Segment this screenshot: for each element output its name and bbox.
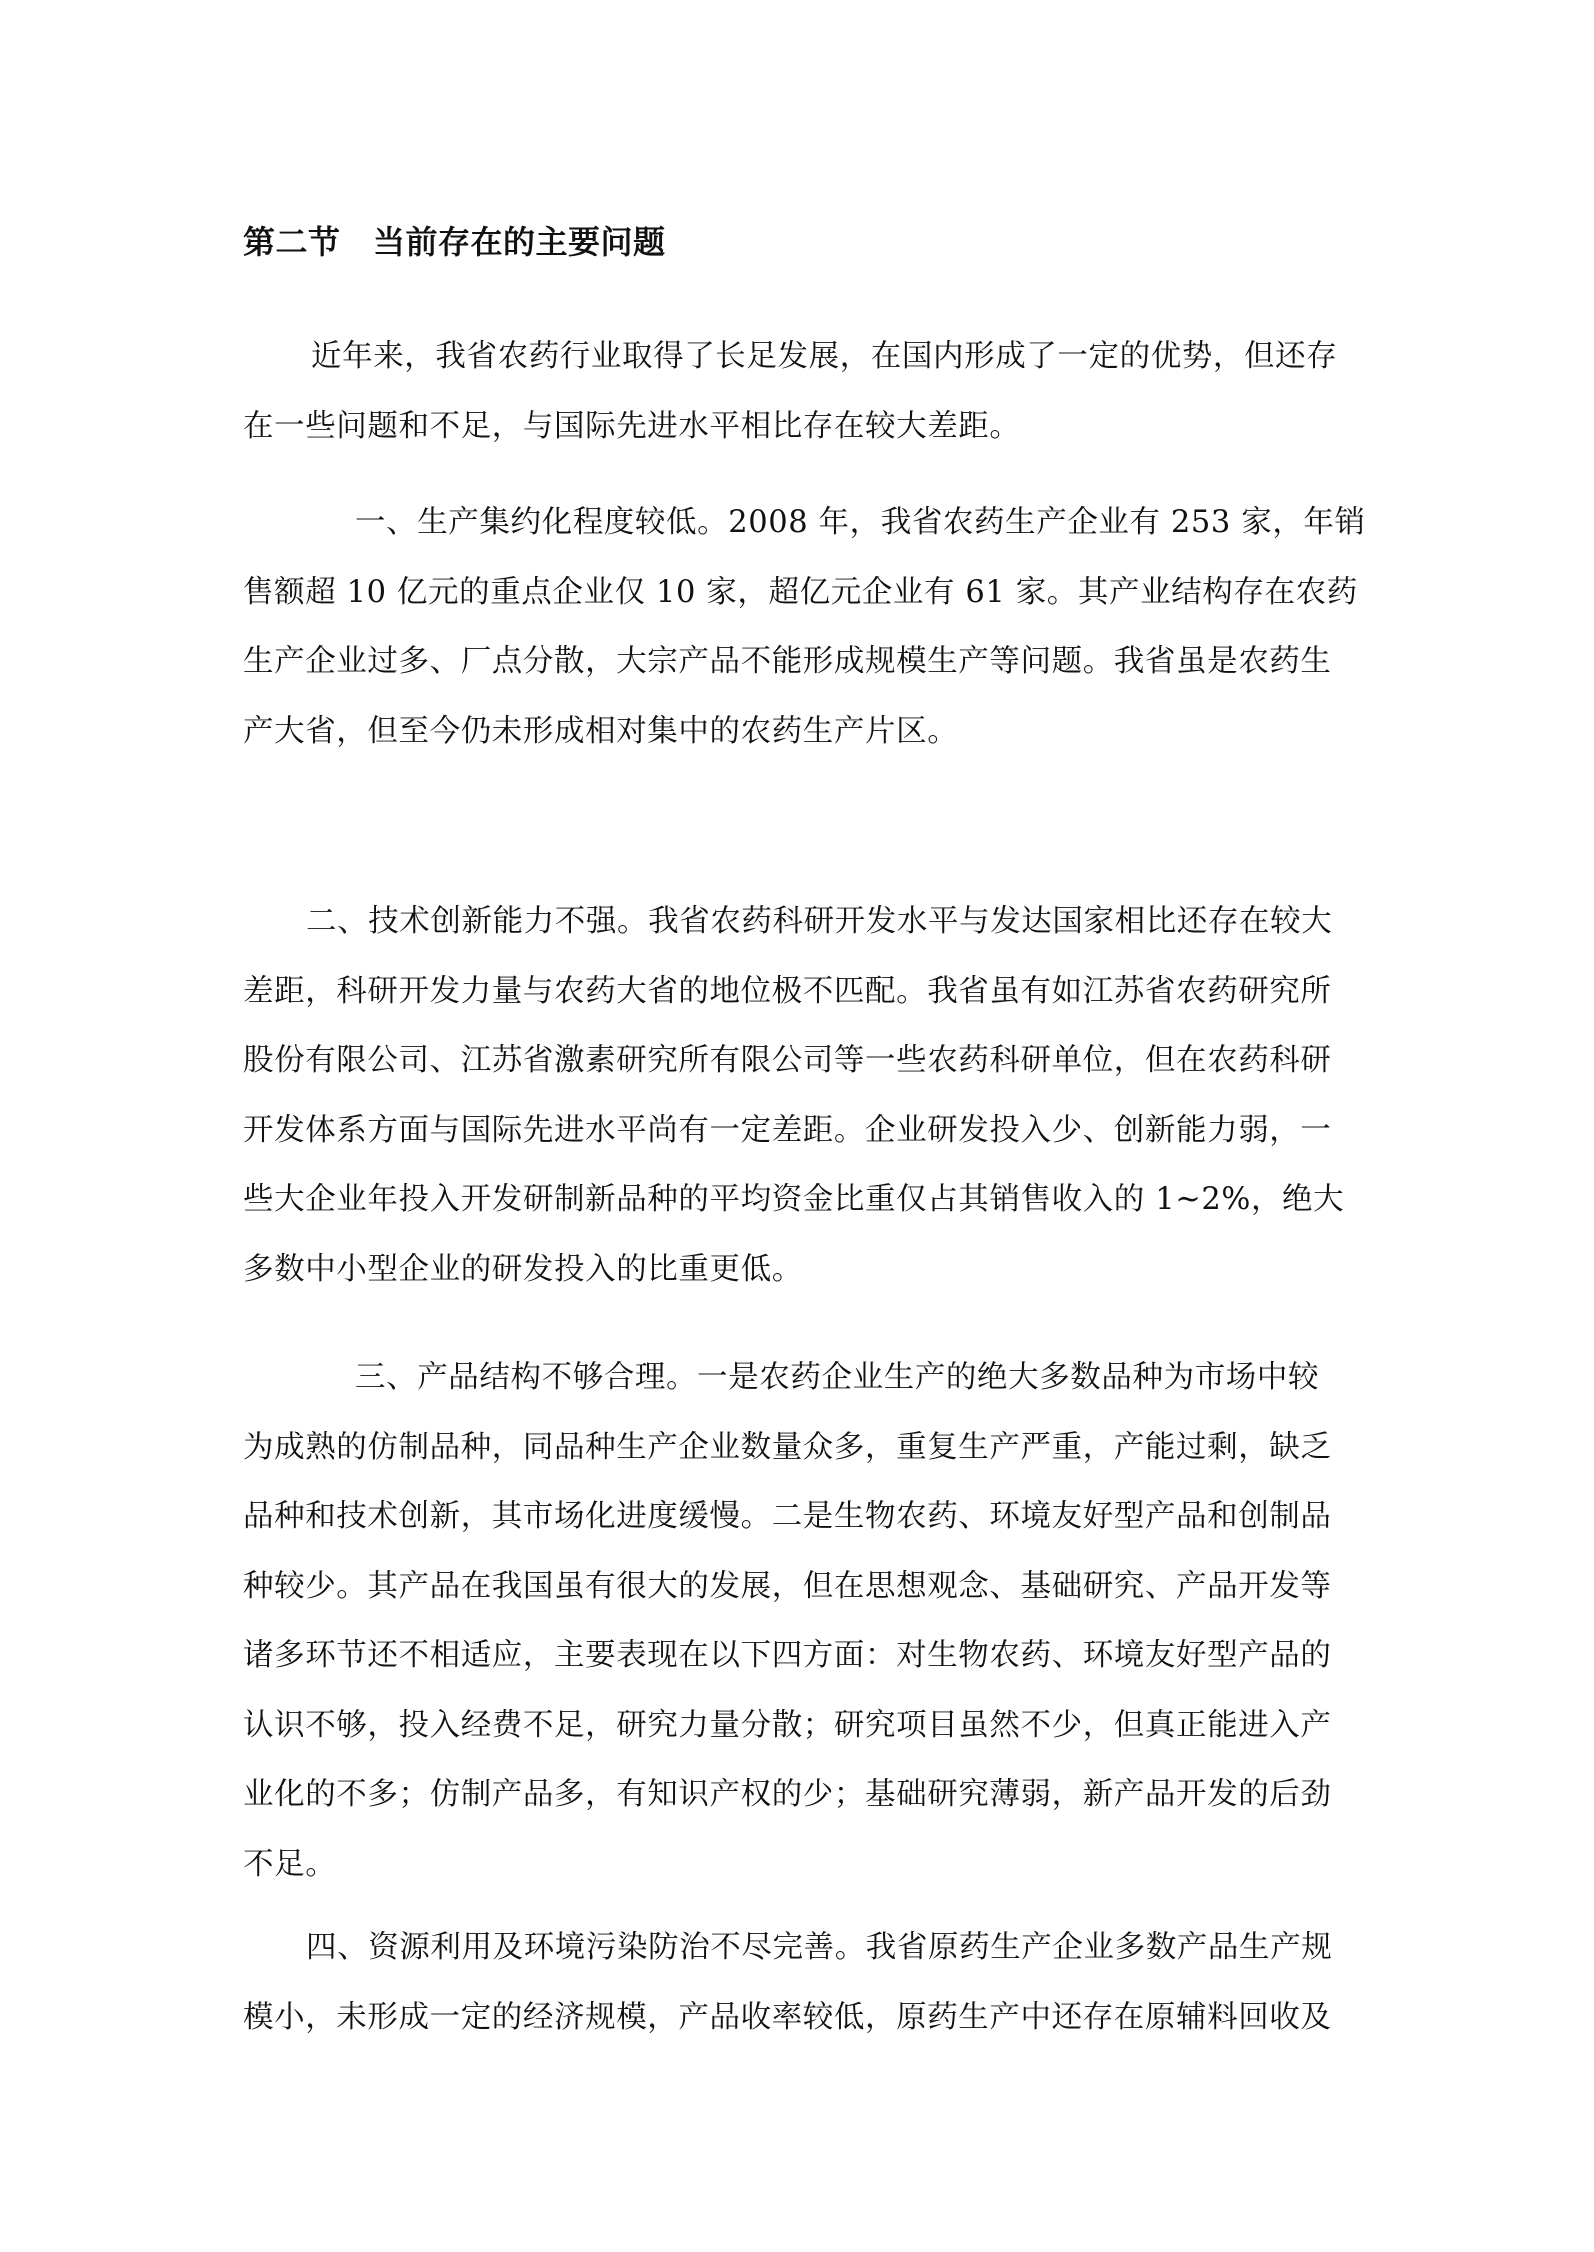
paragraph-line: 种较少。其产品在我国虽有很大的发展，但在思想观念、基础研究、产品开发等 bbox=[243, 1568, 1332, 1604]
paragraph-line: 认识不够，投入经费不足，研究力量分散；研究项目虽然不少，但真正能进入产 bbox=[243, 1707, 1332, 1743]
paragraph-line: 二、技术创新能力不强。我省农药科研开发水平与发达国家相比还存在较大 bbox=[306, 904, 1333, 939]
paragraph-line: 不足。 bbox=[243, 1846, 337, 1882]
paragraph-line: 近年来，我省农药行业取得了长足发展，在国内形成了一定的优势，但还存 bbox=[311, 339, 1338, 374]
paragraph-line: 差距，科研开发力量与农药大省的地位极不匹配。我省虽有如江苏省农药研究所 bbox=[243, 973, 1332, 1009]
paragraph-line: 在一些问题和不足，与国际先进水平相比存在较大差距。 bbox=[243, 408, 1021, 444]
paragraph-line: 品种和技术创新，其市场化进度缓慢。二是生物农药、环境友好型产品和创制品 bbox=[243, 1499, 1332, 1534]
paragraph-production-concentration bbox=[243, 488, 1366, 766]
paragraph-tech-innovation bbox=[243, 887, 1344, 1304]
paragraph-intro bbox=[243, 322, 1337, 461]
paragraph-line: 开发体系方面与国际先进水平尚有一定差距。企业研发投入少、创新能力弱，一 bbox=[243, 1112, 1332, 1148]
paragraph-line: 生产企业过多、厂点分散，大宗产品不能形成规模生产等问题。我省虽是农药生 bbox=[243, 644, 1332, 679]
paragraph-line: 多数中小型企业的研发投入的比重更低。 bbox=[243, 1251, 803, 1287]
paragraph-line: 模小，未形成一定的经济规模，产品收率较低，原药生产中还存在原辅料回收及 bbox=[243, 1999, 1332, 2035]
paragraph-line: 产大省，但至今仍未形成相对集中的农药生产片区。 bbox=[243, 713, 959, 749]
paragraph-line: 三、产品结构不够合理。一是农药企业生产的绝大多数品种为市场中较 bbox=[355, 1360, 1320, 1395]
paragraph-line: 为成熟的仿制品种，同品种生产企业数量众多，重复生产严重，产能过剩，缺乏 bbox=[243, 1429, 1332, 1465]
paragraph-line: 些大企业年投入开发研制新品种的平均资金比重仅占其销售收入的 1~2%，绝大 bbox=[243, 1182, 1345, 1217]
paragraph-line: 一、生产集约化程度较低。2008 年，我省农药生产企业有 253 家，年销 bbox=[355, 505, 1366, 540]
paragraph-line: 诸多环节还不相适应，主要表现在以下四方面：对生物农药、环境友好型产品的 bbox=[243, 1638, 1332, 1673]
paragraph-product-structure bbox=[243, 1343, 1332, 1899]
paragraph-line: 售额超 10 亿元的重点企业仅 10 家，超亿元企业有 61 家。其产业结构存在农药 bbox=[243, 574, 1358, 610]
paragraph-line: 四、资源利用及环境污染防治不尽完善。我省原药生产企业多数产品生产规 bbox=[306, 1930, 1333, 1965]
paragraph-line: 业化的不多；仿制产品多，有知识产权的少；基础研究薄弱，新产品开发的后劲 bbox=[243, 1777, 1332, 1812]
section-heading: 第二节 当前存在的主要问题 bbox=[243, 223, 666, 261]
paragraph-line: 股份有限公司、江苏省激素研究所有限公司等一些农药科研单位，但在农药科研 bbox=[243, 1043, 1332, 1078]
paragraph-resource-environment bbox=[243, 1913, 1332, 2052]
